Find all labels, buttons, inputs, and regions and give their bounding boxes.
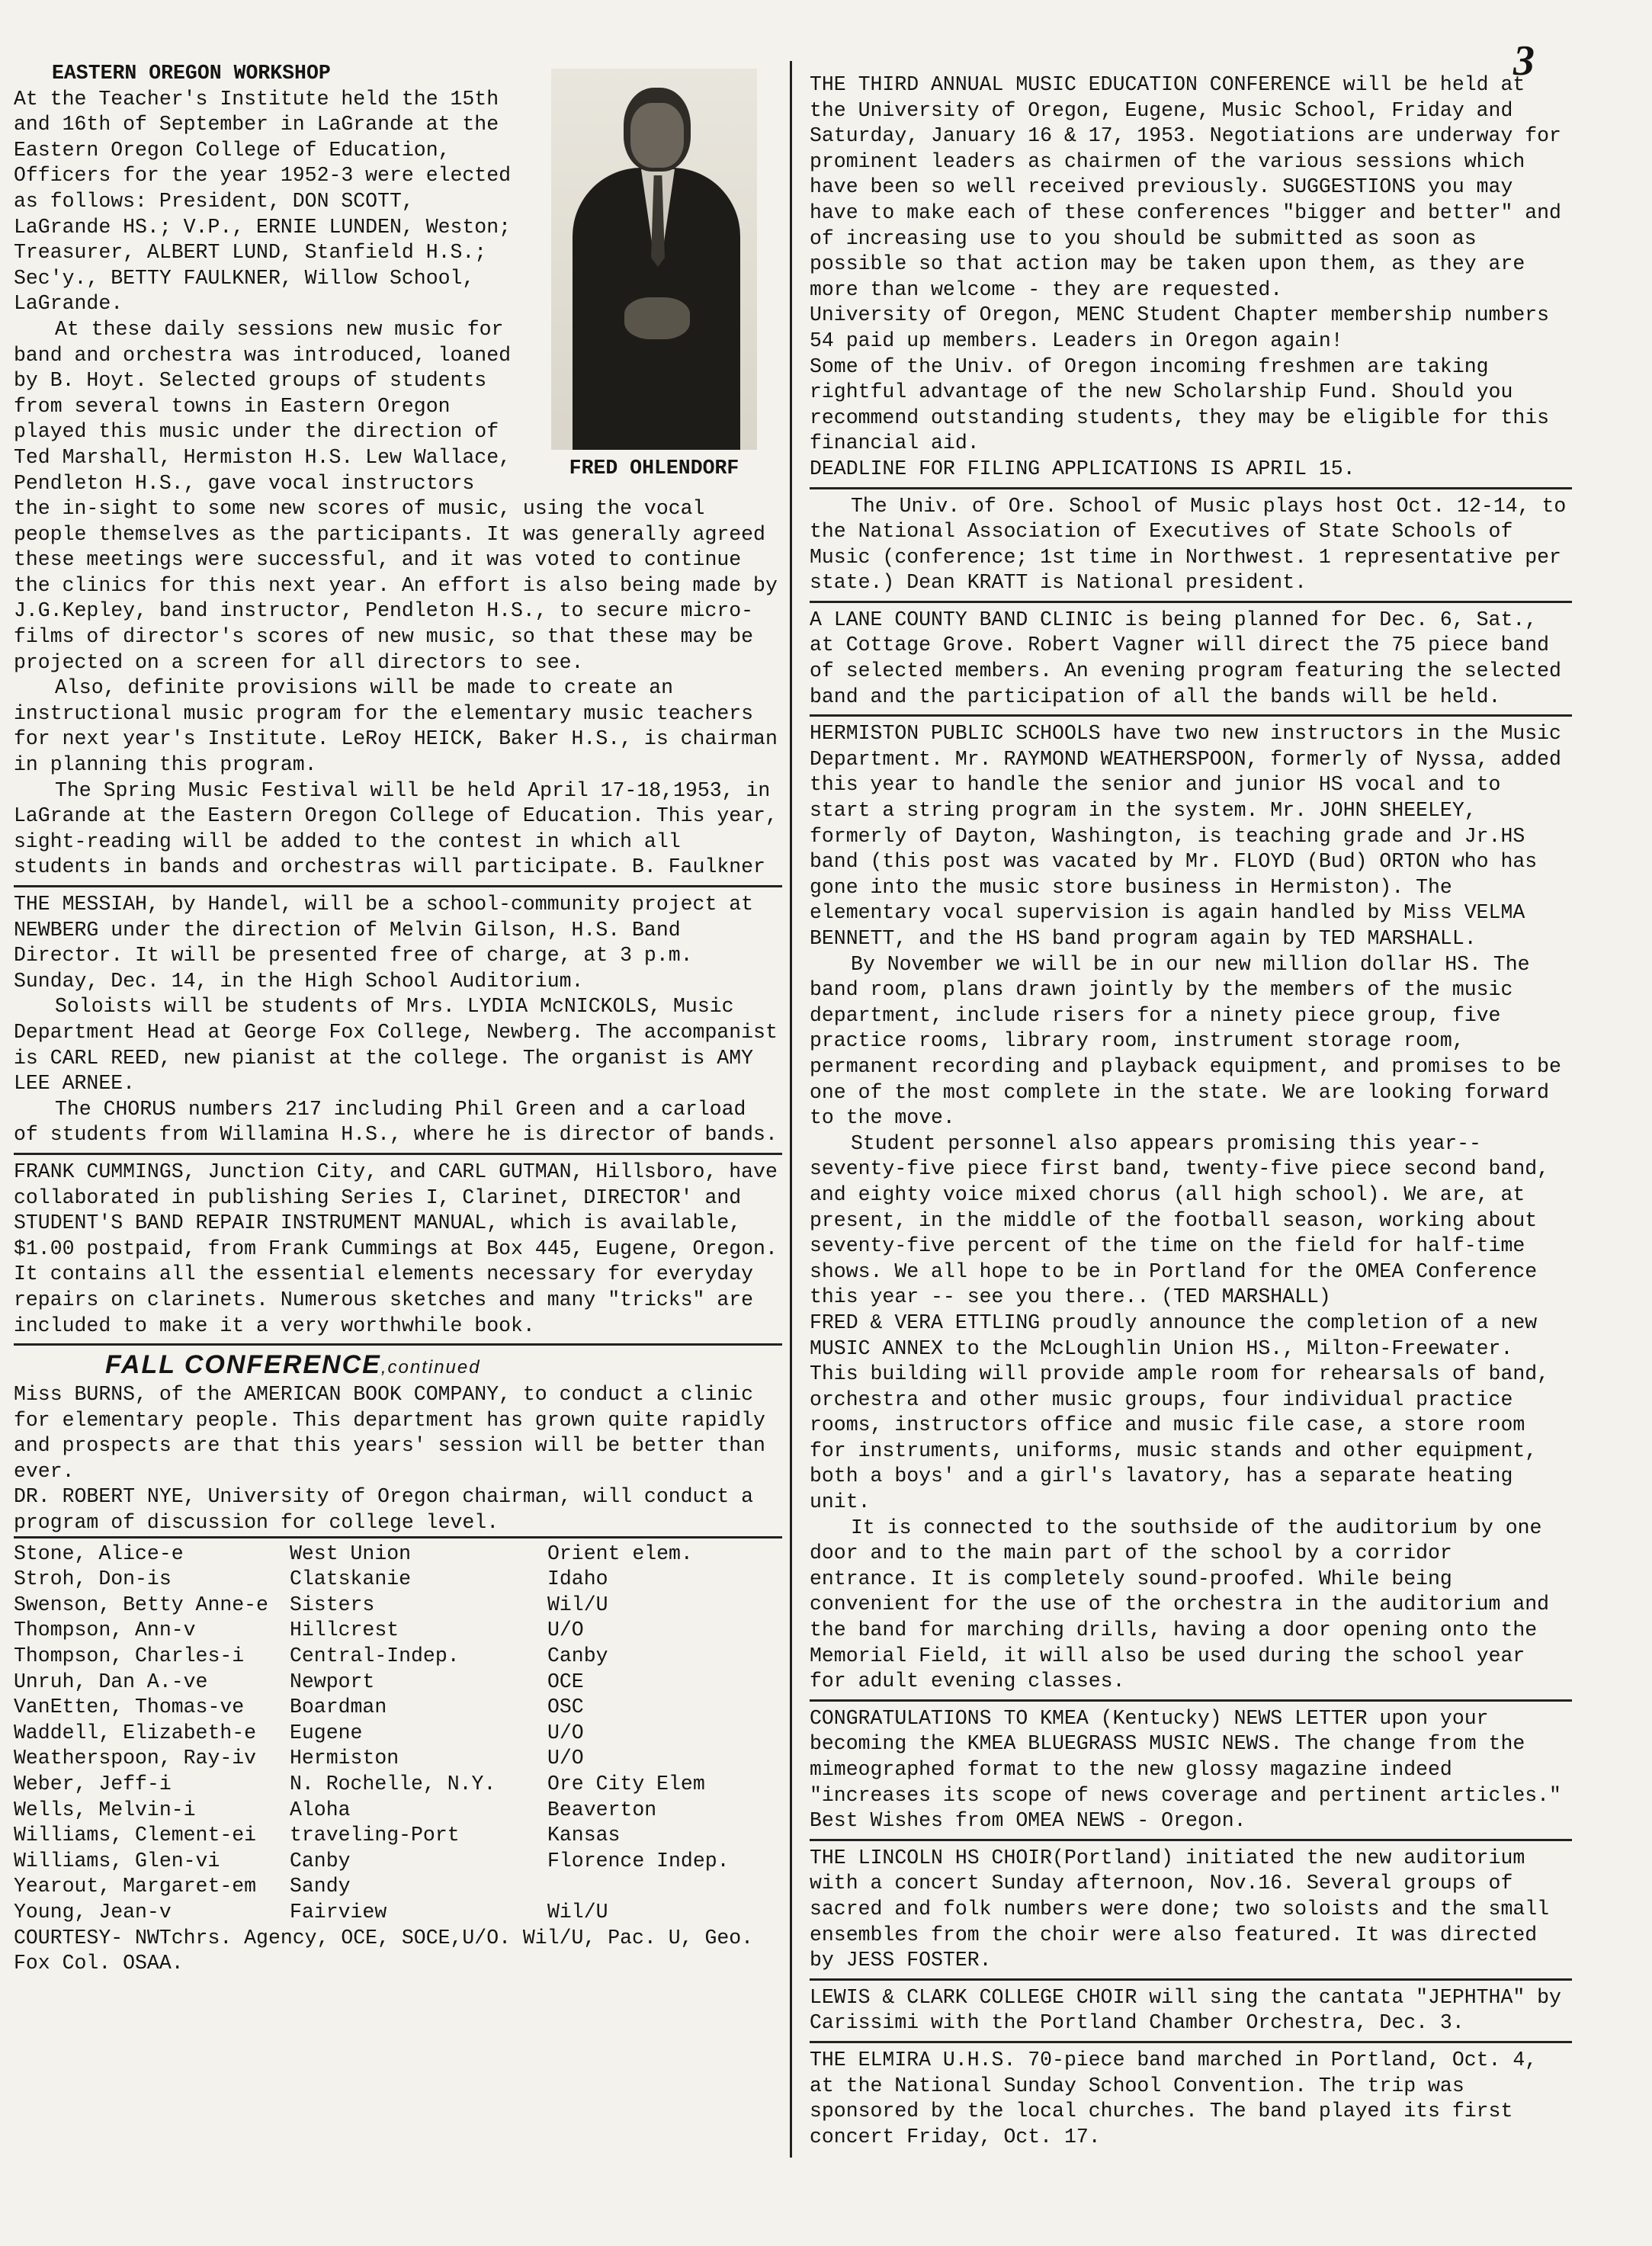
roster-name: Williams, Glen-vi (14, 1849, 220, 1872)
roster-town: Central-Indep. (290, 1644, 460, 1668)
roster-row (14, 1542, 784, 1567)
article-title: EASTERN OREGON WORKSHOP (52, 62, 331, 85)
roster-school: Wil/U (547, 1593, 608, 1616)
roster-rule (14, 1536, 782, 1926)
roster-row (14, 1618, 784, 1644)
nases-article (810, 494, 1572, 603)
lane-county-article (810, 608, 1572, 717)
column-divider (790, 61, 792, 2158)
roster-row (14, 1721, 784, 1747)
page-number: 3 (1513, 37, 1535, 85)
roster-name: Weatherspoon, Ray-iv (14, 1747, 257, 1770)
article-paragraph: DR. ROBERT NYE, University of Oregon chairman, will conduct a program of discussion for college level. (14, 1485, 754, 1535)
roster-name: Weber, Jeff-i (14, 1773, 172, 1795)
roster-name: Stone, Alice-e (14, 1542, 184, 1565)
courtesy-line: COURTESY- NWTchrs. Agency, OCE, SOCE,U/O. Wil/U, Pac. U, Geo. Fox Col. OSAA. (14, 1926, 754, 1975)
roster-row (14, 1695, 784, 1721)
roster-name: Unruh, Dan A.-ve (14, 1670, 208, 1693)
roster-name: Waddell, Elizabeth-e (14, 1721, 257, 1744)
roster-school: Wil/U (547, 1900, 608, 1924)
roster-row (14, 1849, 784, 1875)
heading-text: FALL CONFERENCE (105, 1350, 381, 1380)
kmea-article (810, 1706, 1572, 1841)
roster-town: Sisters (290, 1593, 375, 1616)
article-paragraph: DEADLINE FOR FILING APPLICATIONS IS APRIL 15. (810, 457, 1355, 480)
roster-row (14, 1746, 784, 1772)
left-column (14, 61, 782, 1977)
eastern-oregon-workshop-article (14, 61, 782, 887)
article-paragraph: The Univ. of Ore. School of Music plays host Oct. 12-14, to the National Association of Executives of State Schools of Music (conference; 1st time in Northwest. 1 representative per state.) Dean KRATT is National president. (810, 494, 1567, 595)
roster-town: Canby (290, 1849, 351, 1872)
roster-row (14, 1670, 784, 1696)
roster-row (14, 1874, 784, 1900)
roster-town: Sandy (290, 1875, 351, 1898)
roster-name: Thompson, Ann-v (14, 1619, 196, 1642)
article-paragraph: At these daily sessions new music for band and orchestra was introduced, loaned by B. Hoyt. Selected groups of students from several towns in Eastern Oregon played this music under the direction of Ted Marshall, Hermiston H.S. Lew Wallace, Pendleton H.S., gave vocal instructors the in-sight to some new scores of music, using the vocal people themselves as the participants. It was generally agreed these meetings were successful, and it was voted to continue the clinics for this next year. An effort is also being made by J.G.Kepley, band instructor, Pendleton H.S., to secure micro-films of director's scores of new music, so that these may be projected on a screen for all directors to see. (14, 317, 778, 674)
article-paragraph: LEWIS & CLARK COLLEGE CHOIR will sing the cantata "JEPHTHA" by Carissimi with the Portland Chamber Orchestra, Dec. 3. (810, 1985, 1561, 2035)
roster-name: VanEtten, Thomas-ve (14, 1696, 245, 1719)
article-paragraph: A LANE COUNTY BAND CLINIC is being planned for Dec. 6, Sat., at Cottage Grove. Robert Vagner will direct the 75 piece band of selected members. An evening program featuring the selected band and the participation of all the bands will be held. (810, 608, 1561, 708)
roster-school: Orient elem. (547, 1542, 693, 1565)
roster-school: U/O (547, 1619, 584, 1642)
hermiston-article (810, 721, 1572, 1702)
roster-town: Newport (290, 1670, 375, 1693)
article-paragraph: Miss BURNS, of the AMERICAN BOOK COMPANY, to conduct a clinic for elementary people. This department has grown quite rapidly and prospects are that this years' session will be better than ever. (14, 1383, 765, 1483)
roster-town: traveling-Port (290, 1824, 460, 1847)
article-paragraph: Student personnel also appears promising this year-- seventy-five piece first band, twenty-five piece second band, and eighty voice mixed chorus (all high school). We are, at present, in the middle of the football season, working about seventy-five percent of the time on the field for half-time shows. We all hope to be in Portland for the OMEA Conference this year -- see you there.. (TED MARSHALL) (810, 1131, 1550, 1309)
elmira-article (810, 2048, 1572, 2150)
right-column (810, 72, 1572, 2150)
portrait-photo (551, 69, 757, 450)
roster-town: Eugene (290, 1721, 363, 1744)
roster-name: Williams, Clement-ei (14, 1824, 257, 1847)
photo-caption: FRED OHLENDORF (569, 457, 739, 480)
roster-name: Thompson, Charles-i (14, 1644, 245, 1668)
article-paragraph: HERMISTON PUBLIC SCHOOLS have two new instructors in the Music Department. Mr. RAYMOND WEATHERSPOON, formerly of Nyssa, added this year to handle the senior and junior HS vocal and to start a string program in the system. Mr. JOHN SHEELEY, formerly of Dayton, Washington, is teaching grade and Jr.HS band (this post was vacated by Mr. FLOYD (Bud) ORTON who has gone into the music store business in Hermiston). The elementary vocal supervision is again handled by Miss VELMA BENNETT, and the HS band program again by TED MARSHALL. (810, 722, 1561, 950)
roster-school (547, 1874, 784, 1900)
article-paragraph: Soloists will be students of Mrs. LYDIA McNICKOLS, Music Department Head at George Fox College, Newberg. The accompanist is CARL REED, new pianist at the college. The organist is AMY LEE ARNEE. (14, 995, 778, 1096)
roster-row (14, 1644, 784, 1670)
article-paragraph: THE LINCOLN HS CHOIR(Portland) initiated the new auditorium with a concert Sunday afternoon, Nov.16. Several groups of sacred and folk numbers were done; two soloists and the small ensembles from the choir were also featured. It was directed by JESS FOSTER. (810, 1846, 1550, 1972)
article-paragraph: CONGRATULATIONS TO KMEA (Kentucky) NEWS LETTER upon your becoming the KMEA BLUEGRASS MUSIC NEWS. The change from the mimeographed format to the new glossy magazine indeed "increases its scope of news coverage and pertinent articles." Best Wishes from OMEA NEWS - Oregon. (810, 1706, 1561, 1833)
fall-conference-article (14, 1350, 782, 1977)
roster-row (14, 1567, 784, 1593)
roster-town: Hillcrest (290, 1619, 399, 1642)
roster-row (14, 1798, 784, 1824)
roster-school: Idaho (547, 1567, 608, 1591)
heading-continued: ,continued (380, 1357, 481, 1378)
music-education-conference-article (810, 72, 1572, 489)
article-paragraph: By November we will be in our new million dollar HS. The band room, plans drawn jointly by the members of the music department, include risers for a ninety piece group, five practice rooms, library room, instrument storage room, permanent recording and playback equipment, and promises to be one of the most complete in the state. We are looking forward to the move. (810, 952, 1561, 1130)
article-paragraph: FRANK CUMMINGS, Junction City, and CARL GUTMAN, Hillsboro, have collaborated in publishing Series I, Clarinet, DIRECTOR' and STUDENT'S BAND REPAIR INSTRUMENT MANUAL, which is available, $1.00 postpaid, from Frank Cummings at Box 445, Eugene, Oregon. It contains all the essential elements necessary for everyday repairs on clarinets. Numerous sketches and many "tricks" are included to make it a very worthwhile book. (14, 1160, 778, 1337)
roster-school: U/O (547, 1747, 584, 1770)
article-paragraph: THE ELMIRA U.H.S. 70-piece band marched in Portland, Oct. 4, at the National Sunday School Convention. The trip was sponsored by the local churches. The band played its first concert Friday, Oct. 17. (810, 2048, 1538, 2148)
roster-school: Canby (547, 1644, 608, 1668)
section-heading (14, 1350, 782, 1382)
roster-name: Yearout, Margaret-em (14, 1875, 257, 1898)
repair-manual-article (14, 1160, 782, 1346)
roster-school: Florence Indep. (547, 1849, 730, 1872)
article-paragraph: THE MESSIAH, by Handel, will be a school-community project at NEWBERG under the direction of Melvin Gilson, H.S. Band Director. It will be presented free of charge, at 3 p.m. Sunday, Dec. 14, in the High School Auditorium. (14, 893, 754, 993)
roster-school: Kansas (547, 1824, 621, 1847)
roster-row (14, 1823, 784, 1849)
photo-block (526, 61, 782, 482)
roster-name: Young, Jean-v (14, 1900, 172, 1924)
lincoln-choir-article (810, 1846, 1572, 1981)
roster-row (14, 1900, 784, 1926)
article-paragraph: THE THIRD ANNUAL MUSIC EDUCATION CONFERENCE will be held at the University of Oregon, Eugene, Music School, Friday and Saturday, January 16 & 17, 1953. Negotiations are underway for prominent leaders as chairmen of the various sessions which have been so well received previously. SUGGESTIONS you may have to make each of these conferences "bigger and better" and of increasing use to you should be submitted as soon as possible so that action may be taken upon them, as they are more than welcome - they are requested. (810, 73, 1561, 301)
roster-school: OSC (547, 1696, 584, 1719)
roster-row (14, 1772, 784, 1798)
article-paragraph: University of Oregon, MENC Student Chapter membership numbers 54 paid up members. Leaders in Oregon again! (810, 303, 1550, 352)
roster-town: Clatskanie (290, 1567, 412, 1591)
roster-town: Boardman (290, 1696, 387, 1719)
roster-school: Beaverton (547, 1798, 657, 1821)
article-paragraph: Some of the Univ. of Oregon incoming freshmen are taking rightful advantage of the new Scholarship Fund. Should you recommend outstanding students, they may be eligible for this financial aid. (810, 355, 1550, 455)
article-paragraph: The CHORUS numbers 217 including Phil Green and a carload of students from Willamina H.S., where he is director of bands. (14, 1097, 778, 1147)
roster-table (14, 1542, 784, 1926)
roster-school: OCE (547, 1670, 584, 1693)
article-paragraph: It is connected to the southside of the auditorium by one door and to the main part of the school by a corridor entrance. It is completely sound-proofed. While being convenient for the use of the orchestra in the auditorium and the band for marching drills, having a door opening onto the Memorial Field, it will also be used during the school year for adult evening classes. (810, 1516, 1550, 1693)
roster-name: Swenson, Betty Anne-e (14, 1593, 268, 1616)
lewis-clark-article (810, 1985, 1572, 2043)
roster-town: Aloha (290, 1798, 351, 1821)
roster-school: U/O (547, 1721, 584, 1744)
roster-row (14, 1593, 784, 1619)
messiah-article (14, 892, 782, 1155)
roster-town: N. Rochelle, N.Y. (290, 1773, 496, 1795)
roster-school: Ore City Elem (547, 1773, 705, 1795)
roster-name: Wells, Melvin-i (14, 1798, 196, 1821)
article-paragraph: FRED & VERA ETTLING proudly announce the completion of a new MUSIC ANNEX to the McLoughlin Union HS., Milton-Freewater. This building will provide ample room for rehearsals of band, orchestra and other music groups, four individual practice rooms, instructors office and music file case, a store room for instruments, uniforms, music stands and other equipment, both a boys' and a girl's lavatory, has a separate heating unit. (810, 1311, 1550, 1514)
article-paragraph: At the Teacher's Institute held the 15th and 16th of September in LaGrande at the Eastern Oregon College of Education, Officers for the year 1952-3 were elected as follows: President, DON SCOTT, LaGrande HS.; V.P., ERNIE LUNDEN, Weston; Treasurer, ALBERT LUND, Stanfield H.S.; Sec'y., BETTY FAULKNER, Willow School, LaGrande. (14, 87, 512, 316)
article-paragraph: The Spring Music Festival will be held April 17-18,1953, in LaGrande at the Eastern Oregon College of Education. This year, sight-reading will be added to the contest in which all students in bands and orchestras will participate. B. Faulkner (14, 778, 778, 879)
roster-town: Hermiston (290, 1747, 399, 1770)
article-paragraph: Also, definite provisions will be made to create an instructional music program for the elementary music teachers for next year's Institute. LeRoy HEICK, Baker H.S., is chairman in planning this program. (14, 676, 778, 777)
roster-name: Stroh, Don-is (14, 1567, 172, 1591)
roster-town: Fairview (290, 1900, 387, 1924)
roster-town: West Union (290, 1542, 412, 1565)
